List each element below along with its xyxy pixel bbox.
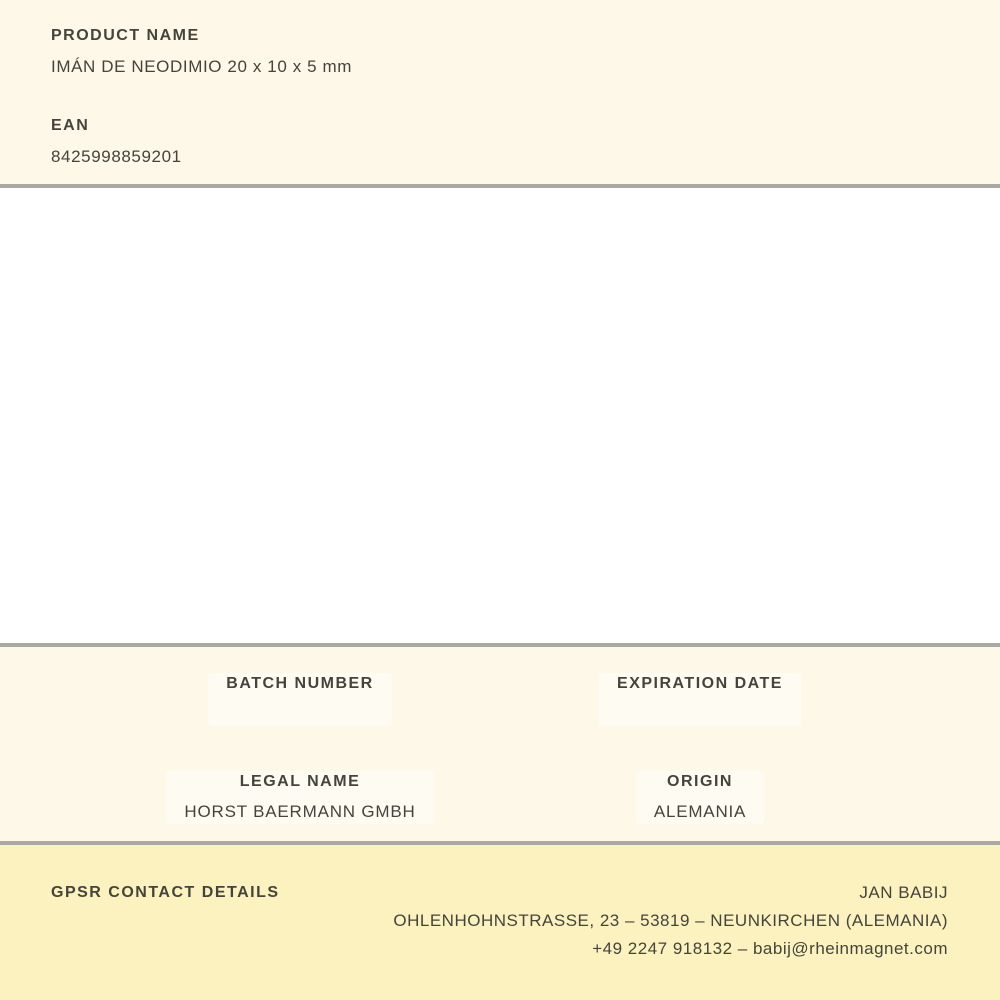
product-header-section xyxy=(0,0,1000,184)
product-name-value: IMÁN DE NEODIMIO 20 x 10 x 5 mm xyxy=(51,57,353,76)
details-grid xyxy=(100,673,900,824)
ean-label: EAN xyxy=(51,117,90,134)
origin-field xyxy=(500,771,900,824)
gpsr-contact-block xyxy=(393,879,948,963)
legal-name-field xyxy=(100,771,500,824)
origin-box xyxy=(636,771,764,824)
gpsr-contact-phone-email: +49 2247 918132 – babij@rheinmagnet.com xyxy=(592,939,948,958)
expiration-date-value xyxy=(617,705,783,722)
expiration-date-box xyxy=(599,673,801,726)
gpsr-contact-name: JAN BABIJ xyxy=(859,883,948,902)
expiration-date-label: EXPIRATION DATE xyxy=(617,675,783,692)
legal-name-value: HORST BAERMANN GMBH xyxy=(184,802,416,821)
expiration-date-field xyxy=(500,673,900,726)
gpsr-contact-title: GPSR CONTACT DETAILS xyxy=(51,884,280,901)
batch-number-box xyxy=(208,673,391,726)
origin-label: ORIGIN xyxy=(667,773,733,790)
details-section xyxy=(0,647,1000,841)
legal-name-label: LEGAL NAME xyxy=(239,773,361,790)
batch-number-value xyxy=(226,705,373,722)
product-name-label: PRODUCT NAME xyxy=(51,27,200,44)
ean-value: 8425998859201 xyxy=(51,147,182,166)
gpsr-contact-section xyxy=(0,845,1000,1000)
gpsr-contact-row xyxy=(51,879,948,963)
batch-number-field xyxy=(100,673,500,726)
ean-field xyxy=(51,117,949,165)
legal-name-box xyxy=(166,771,433,824)
origin-value: ALEMANIA xyxy=(653,802,747,821)
product-name-field xyxy=(51,27,949,75)
gpsr-contact-address: OHLENHOHNSTRASSE, 23 – 53819 – NEUNKIRCHEN (ALEMANIA) xyxy=(393,911,948,930)
batch-number-label: BATCH NUMBER xyxy=(226,675,374,692)
empty-body-section xyxy=(0,188,1000,643)
